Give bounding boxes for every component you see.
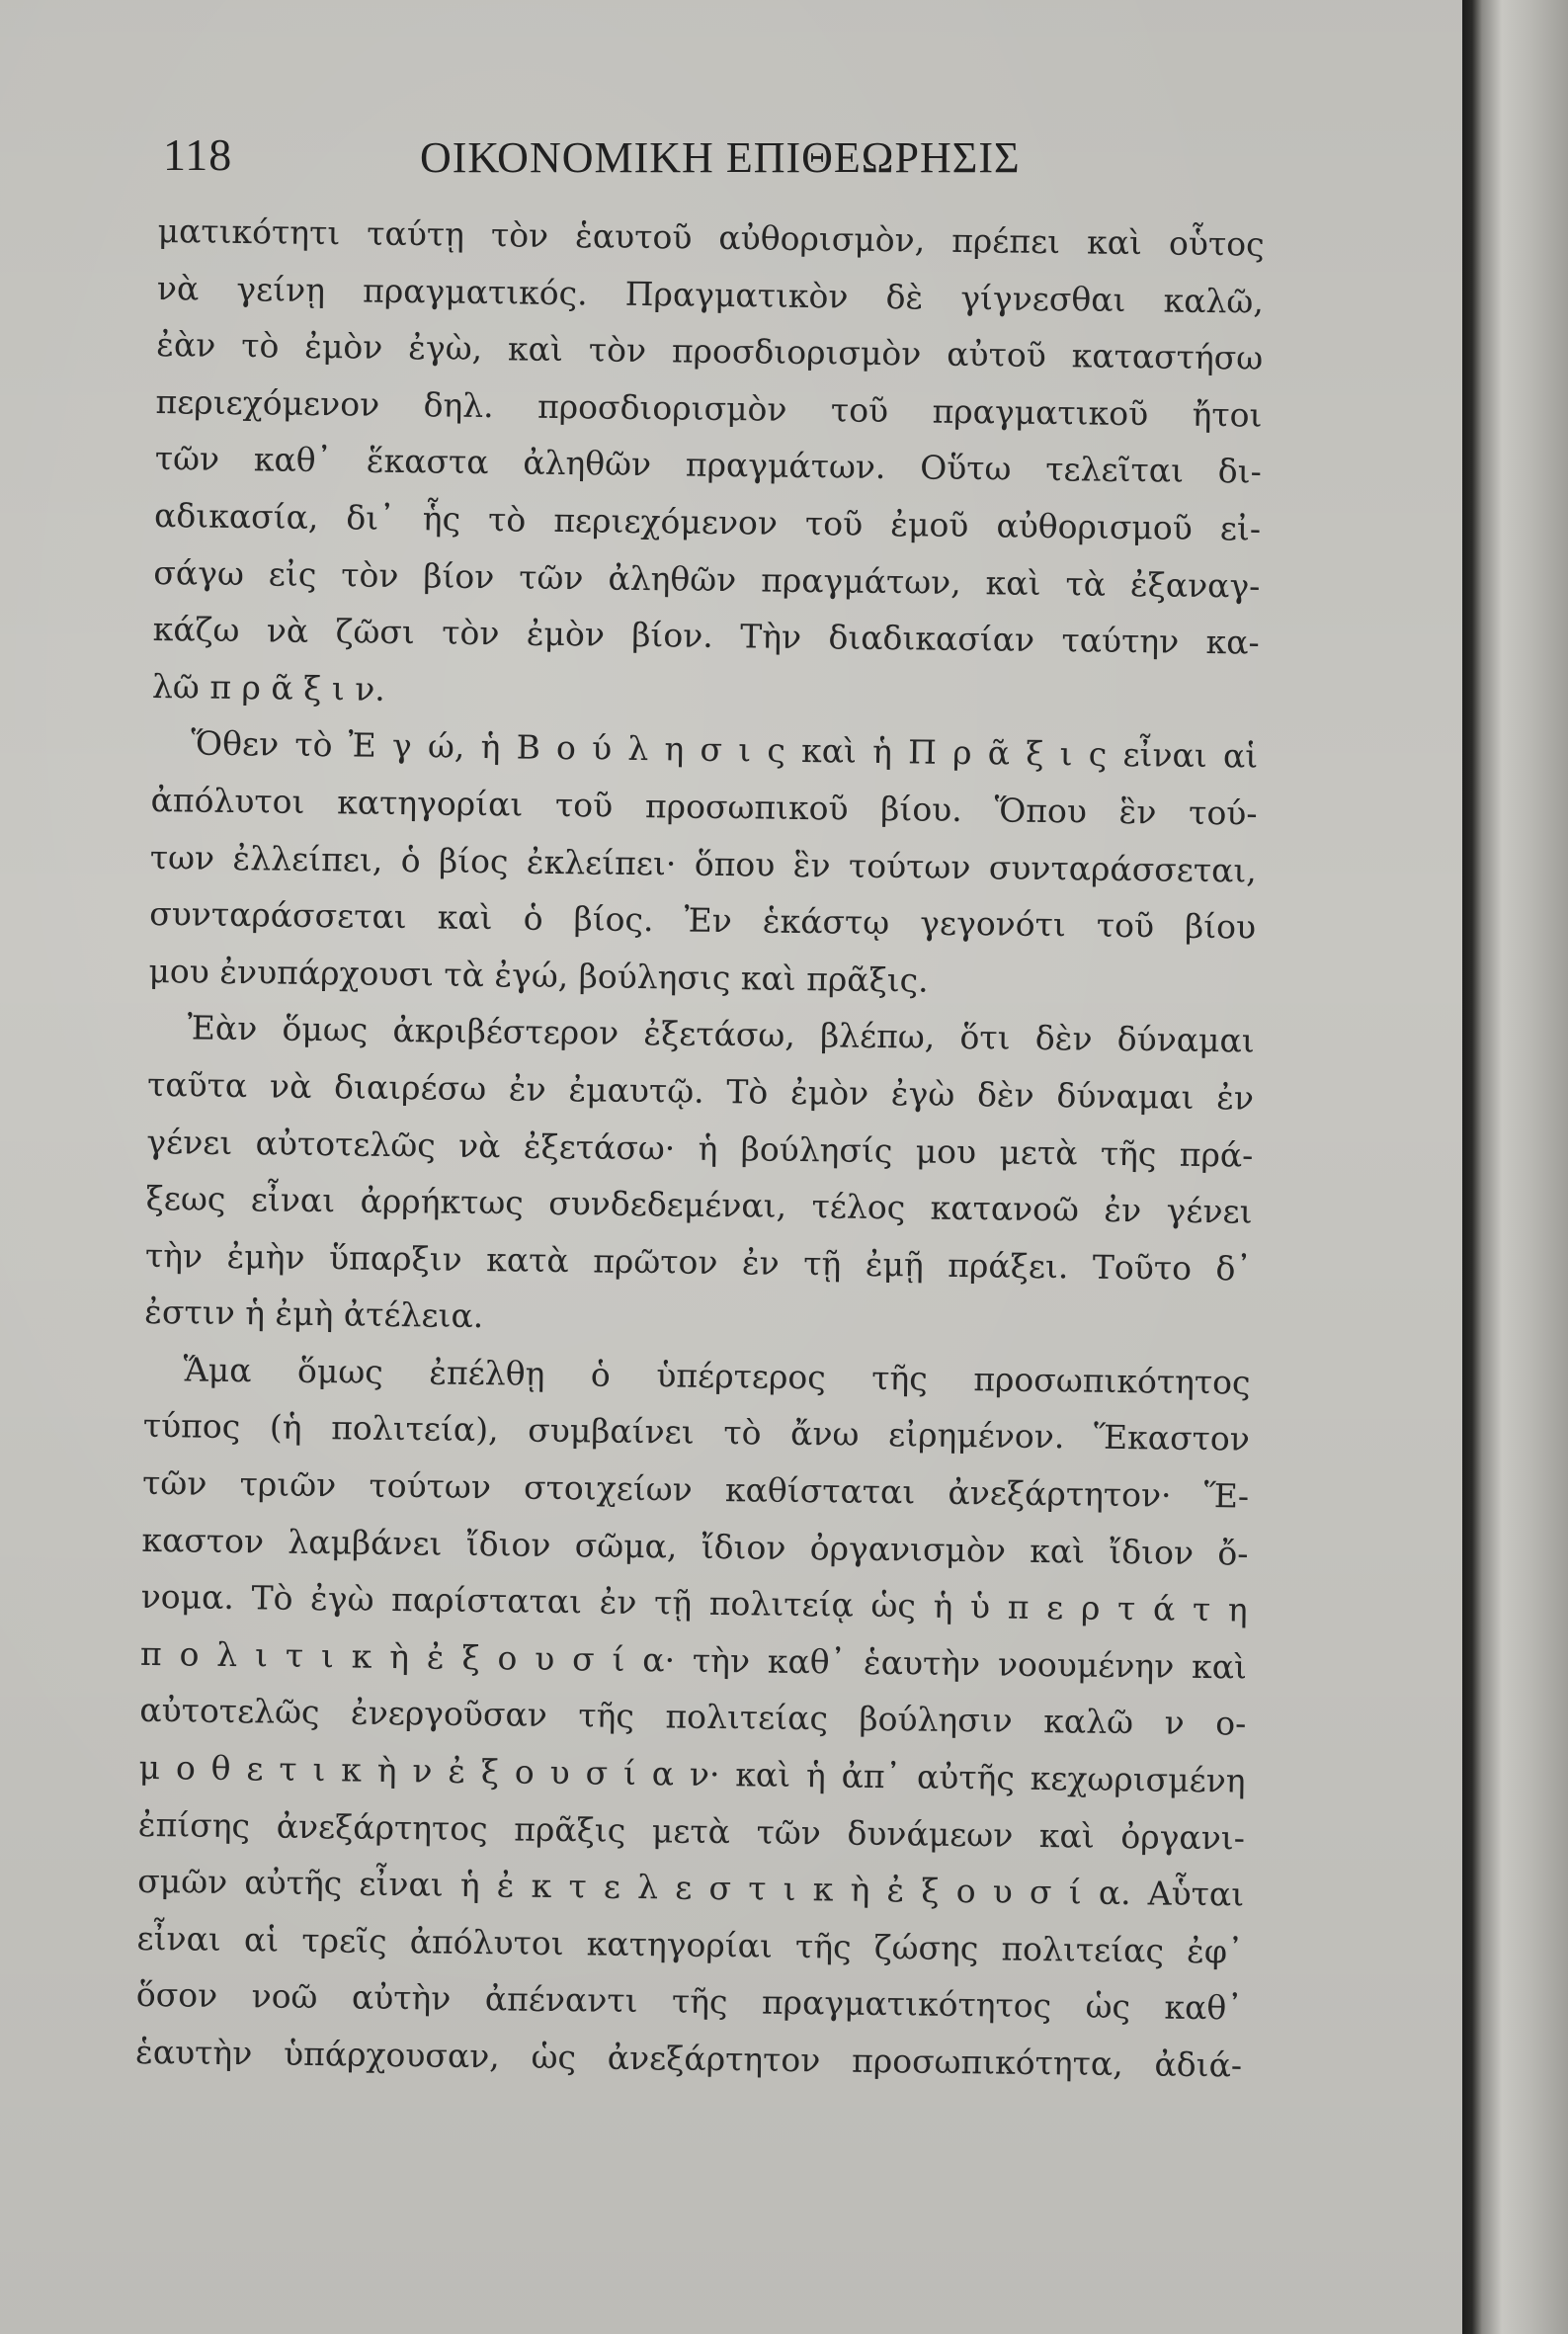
text-line: τύπος (ἡ πολιτεία), συμβαίνει τὸ ἄνω εἰρημένον. Ἕκαστον [142,1406,1251,1459]
text-line: συνταράσσεται καὶ ὁ βίος. Ἐν ἑκάστῳ γεγονότι τοῦ βίου [148,894,1257,947]
text-line: μου ἐνυπάρχουσι τὰ ἐγώ, βούλησις καὶ πρᾶξις. [148,951,929,1000]
text-line: τὴν ἐμὴν ὕπαρξιν κατὰ πρῶτον ἐν τῇ ἐμῇ πράξει. Τοῦτο δ᾿ [144,1235,1253,1289]
text-line: ἐστιν ἡ ἐμὴ ἀτέλεια. [144,1292,484,1336]
text-line: μ ο θ ε τ ι κ ὴ ν ἐ ξ ο υ σ ί α ν· καὶ ἡ ἀπ᾿ αὐτῆς κεχωρισμένη [138,1747,1246,1800]
text-line: ἐὰν τὸ ἐμὸν ἐγὼ, καὶ τὸν προσδιορισμὸν αὐτοῦ καταστήσω [156,325,1264,377]
text-line: ματικότητι ταύτῃ τὸν ἑαυτοῦ αὐθορισμὸν, πρέπει καὶ οὗτος [157,210,1265,264]
text-line: Ἐὰν ὅμως ἀκριβέστερον ἐξετάσω, βλέπω, ὅτι δὲν δύναμαι [187,1008,1255,1060]
text-line: αὐτοτελῶς ἐνεργοῦσαν τῆς πολιτείας βούλησιν καλῶ ν ο- [139,1691,1247,1744]
text-line: π ο λ ι τ ι κ ὴ ἐ ξ ο υ σ ί α· τὴν καθ᾿ ἑαυτὴν νοουμένην καὶ [139,1633,1248,1687]
running-title: ΟΙΚΟΝΟΜΙΚΗ ΕΠΙΘΕΩΡΗΣΙΣ [420,133,1021,182]
text-line: ἀπόλυτοι κατηγορίαι τοῦ προσωπικοῦ βίου. Ὅπου ἓν τού- [150,780,1258,833]
text-line: νομα. Τὸ ἐγὼ παρίσταται ἐν τῇ πολιτείᾳ ὡς ἡ ὑ π ε ρ τ ά τ η [140,1577,1248,1629]
text-line: γένει αὐτοτελῶς νὰ ἐξετάσω· ἡ βούλησίς μου μετὰ τῆς πρά- [146,1122,1254,1175]
page-header [153,128,1270,188]
text-line: εἶναι αἱ τρεῖς ἀπόλυτοι κατηγορίαι τῆς ζώσης πολιτείας ἐφ᾿ [136,1918,1244,1971]
text-line: αδικασία, δι᾿ ἧς τὸ περιεχόμενον τοῦ ἐμοῦ αὐθορισμοῦ εἰ- [153,495,1262,548]
text-line: σάγω εἰς τὸν βίον τῶν ἀληθῶν πραγμάτων, καὶ τὰ ἐξαναγ- [153,552,1261,606]
text-line: ἐπίσης ἀνεξάρτητος πρᾶξις μετὰ τῶν δυνάμεων καὶ ὀργανι- [137,1804,1246,1858]
text-line: ταῦτα νὰ διαιρέσω ἐν ἐμαυτῷ. Τὸ ἐμὸν ἐγὼ δὲν δύναμαι ἐν [146,1064,1255,1118]
text-line: λῶ π ρ ᾶ ξ ι ν. [151,666,386,709]
text-line: τῶν καθ᾿ ἕκαστα ἀληθῶν πραγμάτων. Οὕτω τελεῖται δι- [154,439,1262,492]
text-line: των ἐλλείπει, ὁ βίος ἐκλείπει· ὅπου ἓν τούτων συνταράσσεται, [149,837,1258,890]
text-line: Ἅμα ὅμως ἐπέλθῃ ὁ ὑπέρτερος τῆς προσωπικότητος [183,1350,1251,1402]
book-spine-shadow [1462,0,1568,2334]
text-line: ξεως εἶναι ἀρρήκτως συνδεδεμέναι, τέλος κατανοῶ ἐν γένει [145,1179,1253,1231]
text-line: περιεχόμενον δηλ. προσδιορισμὸν τοῦ πραγματικοῦ ἤτοι [155,381,1263,435]
page-number: 118 [163,129,233,180]
text-line: ὅσον νοῶ αὐτὴν ἀπέναντι τῆς πραγματικότητος ὡς καθ᾿ [135,1975,1243,2028]
text-line: τῶν τριῶν τούτων στοιχείων καθίσταται ἀνεξάρτητον· Ἕ- [141,1462,1250,1516]
body-text [135,203,1265,2094]
text-line: ἑαυτὴν ὑπάρχουσαν, ὡς ἀνεξάρτητον προσωπικότητα, ἀδιά- [134,2032,1243,2085]
text-line: σμῶν αὐτῆς εἶναι ἡ ἐ κ τ ε λ ε σ τ ι κ ὴ ἐ ξ ο υ σ ί α. Αὗται [137,1862,1245,1914]
text-line: κάζω νὰ ζῶσι τὸν ἐμὸν βίον. Τὴν διαδικασίαν ταύτην κα- [152,610,1260,662]
text-line: Ὅθεν τὸ Ἐ γ ώ, ἡ Β ο ύ λ η σ ι ς καὶ ἡ Π ρ ᾶ ξ ι ς εἶναι αἱ [191,723,1259,776]
text-line: καστον λαμβάνει ἴδιον σῶμα, ἴδιον ὀργανισμὸν καὶ ἴδιον ὄ- [141,1520,1249,1573]
text-line: νὰ γείνῃ πραγματικός. Πραγματικὸν δὲ γίγνεσθαι καλῶ, [156,268,1265,321]
